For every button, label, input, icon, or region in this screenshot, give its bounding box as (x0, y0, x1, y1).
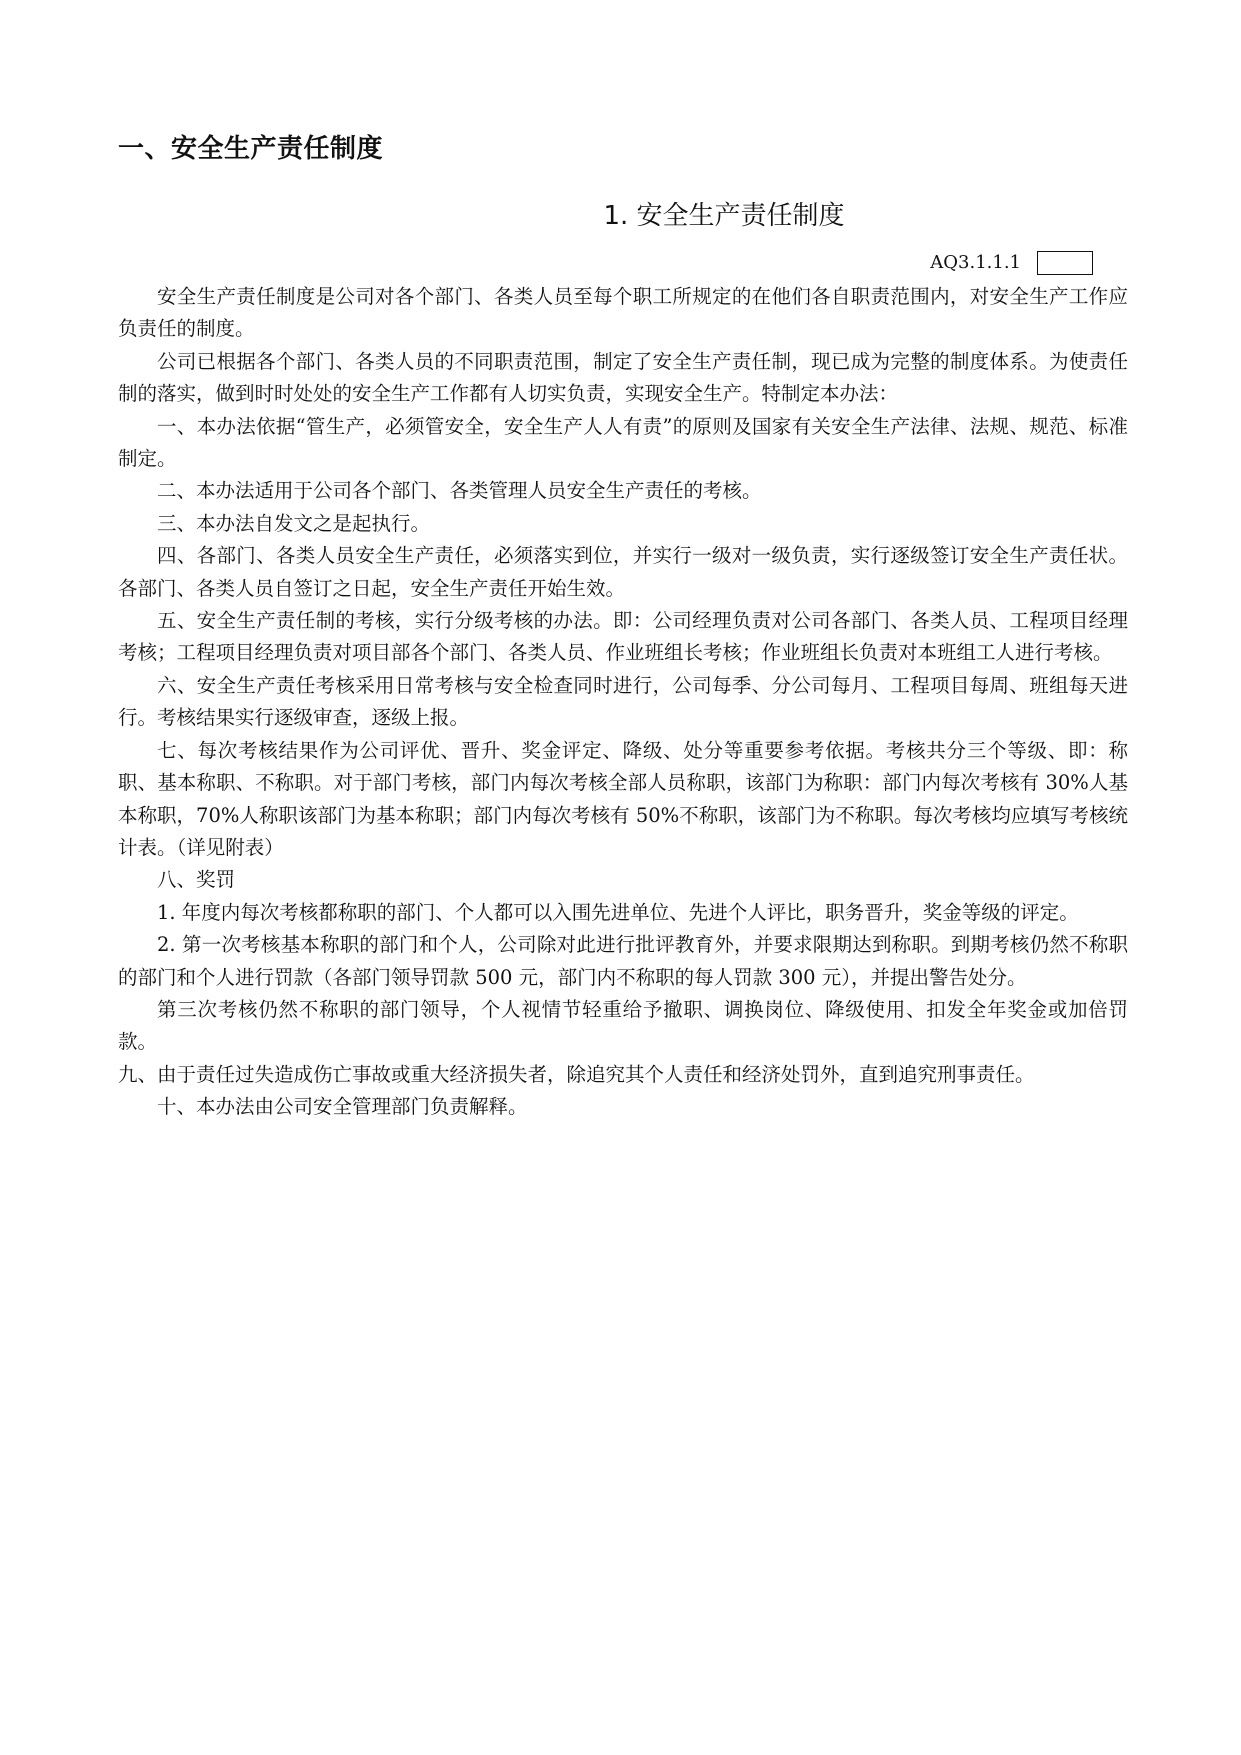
clause-4: 四、各部门、各类人员安全生产责任，必须落实到位，并实行一级对一级负责，实行逐级签订安全生产责任状。各部门、各类人员自签订之日起，安全生产责任开始生效。 (118, 544, 1128, 600)
reward-item-1: 1. 年度内每次考核都称职的部门、个人都可以入围先进单位、先进个人评比，职务晋升，奖金等级的评定。 (157, 900, 1079, 924)
reward-item-3: 第三次考核仍然不称职的部门领导，个人视情节轻重给予撤职、调换岗位、降级使用、扣发全年奖金或加倍罚款。 (118, 997, 1128, 1054)
document-code-row (930, 251, 1093, 275)
document-code: AQ3.1.1.1 (930, 252, 1021, 273)
reward-item-2: 2. 第一次考核基本称职的部门和个人，公司除对此进行批评教育外，并要求限期达到称职。到期考核仍然不称职的部门和个人进行罚款（各部门领导罚款 500 元，部门内不称职的每人罚款 300 元），并提出警告处分。 (118, 933, 1128, 989)
document-body (118, 281, 1128, 1124)
section-heading: 一、安全生产责任制度 (118, 134, 384, 164)
clause-9: 九、由于责任过失造成伤亡事故或重大经济损失者，除追究其个人责任和经济处罚外，直到追究刑事责任。 (118, 1062, 1035, 1086)
paragraph-purpose: 公司已根据各个部门、各类人员的不同职责范围，制定了安全生产责任制，现已成为完整的制度体系。为使责任制的落实，做到时时处处的安全生产工作都有人切实负责，实现安全生产。特制定本办法： (118, 349, 1128, 406)
clause-8-heading: 八、奖罚 (157, 868, 236, 892)
clause-5: 五、安全生产责任制的考核，实行分级考核的办法。即：公司经理负责对公司各部门、各类人员、工程项目经理考核；工程项目经理负责对项目部各个部门、各类人员、作业班组长考核；作业班组长负责对本班组工人进行考核。 (118, 609, 1128, 665)
clause-7: 七、每次考核结果作为公司评优、晋升、奖金评定、降级、处分等重要参考依据。考核共分三个等级、即：称职、基本称职、不称职。对于部门考核，部门内每次考核全部人员称职，该部门为称职：部门内每次考核有 30%人基本称职，70%人称职该部门为基本称职；部门内每次考核有 50%不称职，该部门为不称职。每次考核均应填写考核统计表。（详见附表） (118, 738, 1128, 859)
clause-1: 一、本办法依据“管生产，必须管安全，安全生产人人有责”的原则及国家有关安全生产法律、法规、规范、标准制定。 (118, 414, 1128, 471)
paragraph-intro: 安全生产责任制度是公司对各个部门、各类人员至每个职工所规定的在他们各自职责范围内，对安全生产工作应负责任的制度。 (118, 285, 1128, 341)
clause-3: 三、本办法自发文之是起执行。 (157, 511, 431, 535)
clause-2: 二、本办法适用于公司各个部门、各类管理人员安全生产责任的考核。 (157, 479, 762, 503)
clause-10: 十、本办法由公司安全管理部门负责解释。 (157, 1095, 528, 1119)
document-title: 1. 安全生产责任制度 (603, 201, 845, 231)
document-code-box (1037, 251, 1093, 275)
clause-6: 六、安全生产责任考核采用日常考核与安全检查同时进行，公司每季、分公司每月、工程项目每周、班组每天进行。考核结果实行逐级审查，逐级上报。 (118, 673, 1128, 730)
